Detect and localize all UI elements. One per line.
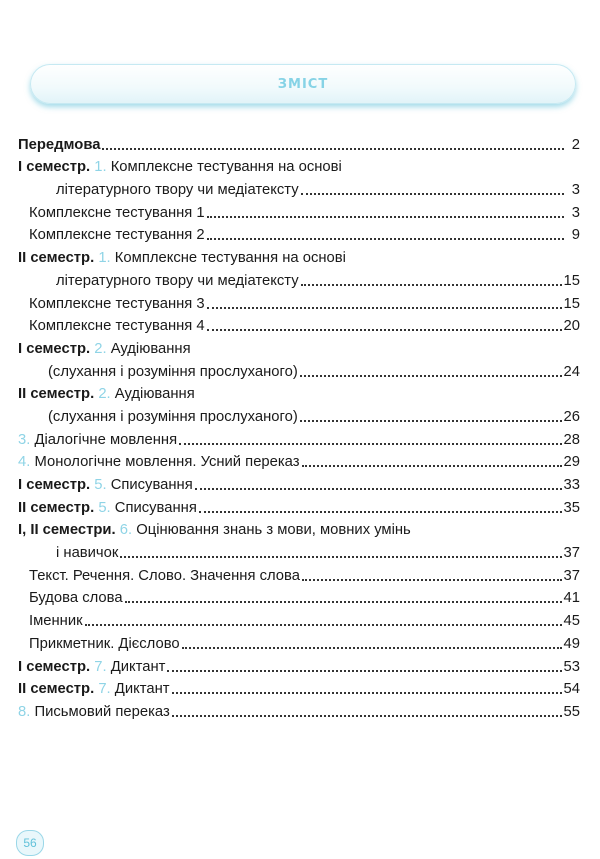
toc-entry <box>18 630 580 653</box>
dot-leader <box>120 556 561 558</box>
toc-entry <box>18 176 580 199</box>
toc-entry-number: 1. <box>98 250 111 267</box>
toc-entry-number: 5. <box>94 477 107 493</box>
dot-leader <box>102 148 564 150</box>
toc-entry-text <box>29 567 300 585</box>
toc-page-number: 45 <box>563 613 580 630</box>
toc-entry-title: Списування <box>110 477 193 493</box>
toc-entry <box>18 426 580 449</box>
dot-leader <box>167 670 561 672</box>
toc-entry-number: 3. <box>18 431 31 448</box>
toc-entry-prefix: ІІ семестр. <box>18 386 95 403</box>
toc-page-number: 35 <box>563 499 580 516</box>
toc-entry-number: 5. <box>98 499 111 516</box>
dot-leader <box>179 443 561 445</box>
toc-entry-number: 6. <box>119 522 133 539</box>
toc-entry-title: Диктант <box>110 658 166 675</box>
toc-entry-title: Письмовий переказ <box>34 703 170 720</box>
toc-entry-title: Прикметник. Дієслово <box>29 635 180 652</box>
toc-entry-text <box>18 431 177 449</box>
toc-page-number: 37 <box>563 545 580 562</box>
dot-leader <box>199 511 562 513</box>
toc-entry-number: 4. <box>18 454 31 471</box>
toc-entry <box>18 698 580 721</box>
toc-entry-title: Аудіювання <box>114 386 195 403</box>
toc-page-number: 15 <box>563 272 580 289</box>
toc-entry-text <box>18 158 342 176</box>
dot-leader <box>301 193 564 195</box>
toc-entry <box>18 199 580 222</box>
dot-leader <box>207 307 562 309</box>
toc-entry-title: Аудіювання <box>110 340 191 357</box>
dot-leader <box>182 647 562 649</box>
toc-entry-title: (слухання і розуміння прослуханого) <box>48 363 298 380</box>
toc-entry-number: 2. <box>94 340 107 357</box>
dot-leader <box>302 579 562 581</box>
toc-entry-text <box>29 635 180 653</box>
toc-entry-text <box>29 226 205 244</box>
toc-entry-text <box>18 658 165 676</box>
toc-entry-text <box>56 181 299 199</box>
toc-entry <box>18 494 580 517</box>
toc-entry-text <box>29 317 205 335</box>
toc-entry-text <box>56 544 118 562</box>
toc-entry-title: Іменник <box>29 613 83 630</box>
toc-page-number: 37 <box>563 567 580 584</box>
toc-page-number: 3 <box>571 182 580 199</box>
toc-page-number: 3 <box>571 204 580 221</box>
toc-entry-title: Комплексне тестування на основі <box>114 250 346 267</box>
toc-entry-text <box>18 680 170 698</box>
toc-entry-text <box>18 499 197 517</box>
toc-entry-text <box>48 408 298 426</box>
toc-entry <box>18 403 580 426</box>
toc-entry-title: Списування <box>114 499 197 516</box>
toc-entry-text <box>18 521 411 539</box>
toc-entry-title: Монологічне мовлення. Усний переказ <box>34 454 300 471</box>
toc-page-number: 26 <box>563 408 580 425</box>
toc-entry-title: Комплексне тестування 3 <box>29 295 205 312</box>
dot-leader <box>302 465 562 467</box>
toc-page-number: 55 <box>563 703 580 720</box>
dot-leader <box>207 238 564 240</box>
toc-entry <box>18 562 580 585</box>
toc-entry-prefix: І, ІІ семестри. <box>18 522 116 539</box>
toc-entry-title: Комплексне тестування 4 <box>29 318 205 335</box>
toc-entry <box>18 449 580 472</box>
toc-entry-number: 7. <box>98 681 111 698</box>
toc-page-number: 24 <box>563 363 580 380</box>
toc-entry <box>18 517 580 540</box>
toc-entry <box>18 653 580 676</box>
toc-entry-title: Комплексне тестування на основі <box>110 159 342 176</box>
toc-entry <box>18 222 580 245</box>
dot-leader <box>300 375 562 377</box>
toc-entry-title: Будова слова <box>29 590 123 607</box>
toc-entry <box>18 358 580 381</box>
dot-leader <box>85 624 562 626</box>
dot-leader <box>300 420 562 422</box>
toc-entry-number: 8. <box>18 703 31 720</box>
toc-entry-title: Комплексне тестування 2 <box>29 227 205 244</box>
toc-entry-prefix: І семестр. <box>18 477 91 493</box>
toc-entry-title: літературного твору чи медіатексту <box>56 182 299 199</box>
toc-entry-text <box>29 589 123 607</box>
toc-page-number: 33 <box>563 477 580 493</box>
toc-entry-prefix: І семестр. <box>18 159 91 176</box>
toc-page-number: 9 <box>571 227 580 244</box>
page-number: 56 <box>23 836 37 850</box>
toc-entry-text <box>29 295 205 313</box>
toc-entry <box>18 676 580 699</box>
toc-entry-title: Диктант <box>114 681 170 698</box>
toc-entry-text <box>29 612 83 630</box>
toc-entry-title: Текст. Речення. Слово. Значення слова <box>29 567 300 584</box>
toc-page-number: 41 <box>563 590 580 607</box>
toc-page-number: 54 <box>563 681 580 698</box>
toc-entry-text <box>18 136 100 154</box>
toc-entry <box>18 290 580 313</box>
toc-entry-text <box>29 204 205 222</box>
toc-entry-number: 7. <box>94 658 107 675</box>
toc-entry-number: 1. <box>94 159 107 176</box>
toc-entry-text <box>18 476 193 494</box>
dot-leader <box>172 692 562 694</box>
dot-leader <box>301 284 562 286</box>
toc-entry-title: і навичок <box>56 545 119 562</box>
toc-entry-title: Комплексне тестування 1 <box>29 204 205 221</box>
toc-entry-title: Діалогічне мовлення <box>34 431 178 448</box>
toc-page-number: 49 <box>563 635 580 652</box>
toc-entry-prefix: ІІ семестр. <box>18 499 95 516</box>
toc-entry-prefix: І семестр. <box>18 340 91 357</box>
toc-entry-text <box>18 385 195 403</box>
toc-entry <box>18 335 580 358</box>
toc-entry <box>18 471 580 494</box>
toc-page-number: 29 <box>563 454 580 471</box>
dot-leader <box>207 329 562 331</box>
toc-entry-prefix: І семестр. <box>18 658 91 675</box>
toc-entry-title: (слухання і розуміння прослуханого) <box>48 408 298 425</box>
toc-entry <box>18 267 580 290</box>
toc-entry <box>18 154 580 177</box>
toc-entry <box>18 381 580 404</box>
toc-entry-title: літературного твору чи медіатексту <box>56 272 299 289</box>
toc-entry <box>18 607 580 630</box>
toc-page-number: 53 <box>563 658 580 675</box>
toc-entry-prefix: ІІ семестр. <box>18 250 95 267</box>
toc-entry-title: Оцінювання знань з мови, мовних умінь <box>136 522 411 539</box>
toc-entry <box>18 539 580 562</box>
toc-entry-text <box>18 340 191 358</box>
toc-entry <box>18 244 580 267</box>
toc-entry <box>18 131 580 154</box>
toc-page-number: 20 <box>563 318 580 335</box>
page-number-badge <box>16 830 44 856</box>
toc-entry-text <box>48 363 298 381</box>
table-of-contents <box>18 131 580 721</box>
toc-page-number: 2 <box>571 136 580 153</box>
toc-entry <box>18 585 580 608</box>
dot-leader <box>207 216 564 218</box>
toc-page-number: 28 <box>563 431 580 448</box>
dot-leader <box>172 715 562 717</box>
toc-entry-number: 2. <box>98 386 111 403</box>
toc-entry-prefix: Передмова <box>18 136 101 153</box>
toc-entry <box>18 313 580 336</box>
toc-entry-text <box>18 703 170 721</box>
toc-page-number: 15 <box>563 295 580 312</box>
dot-leader <box>195 488 562 490</box>
dot-leader <box>125 601 562 603</box>
toc-entry-text <box>18 249 346 267</box>
toc-entry-text <box>18 453 300 471</box>
contents-banner <box>30 64 576 104</box>
contents-title: ЗМІСТ <box>277 76 329 92</box>
toc-entry-prefix: ІІ семестр. <box>18 681 95 698</box>
toc-entry-text <box>56 272 299 290</box>
